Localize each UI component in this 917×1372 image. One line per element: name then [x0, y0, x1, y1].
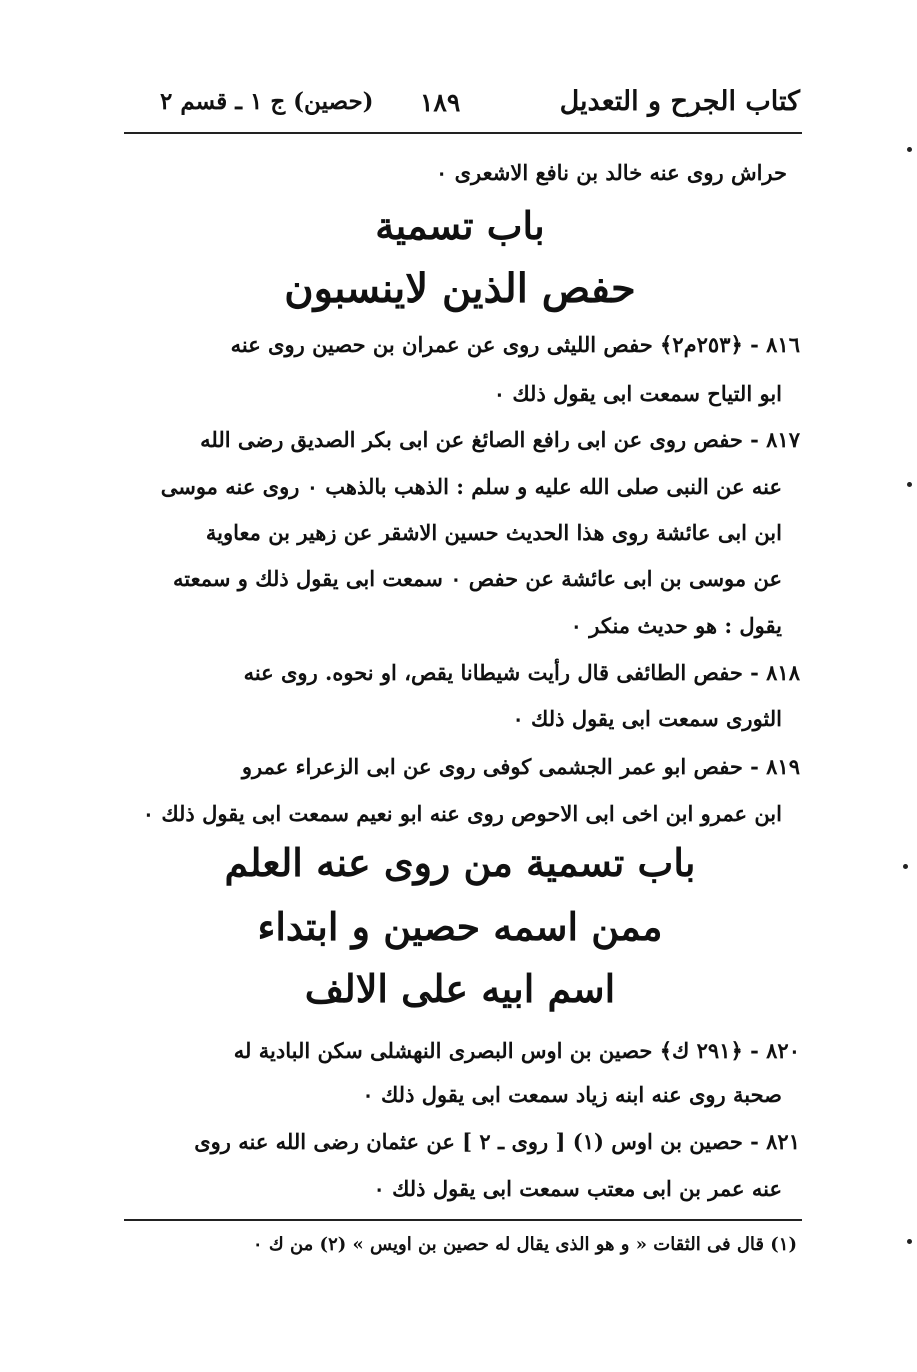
running-header	[120, 78, 800, 128]
entry-819-line-1: ٨١٩ - حفص ابو عمر الجشمى كوفى روى عن ابى الزعراء عمرو	[241, 754, 800, 779]
section-heading-1-line-2: حفص الذين لاينسبون	[284, 265, 636, 312]
section-heading-1-line-1: باب تسمية	[375, 203, 545, 248]
entry-819-line-2: ابن عمرو ابن اخى ابى الاحوص روى عنه ابو نعيم سمعت ابى يقول ذلك ٠	[142, 801, 782, 826]
entry-816-line-2: ابو التياح سمعت ابى يقول ذلك ٠	[493, 381, 782, 406]
scan-speck	[907, 1239, 912, 1244]
entry-817-line-1: ٨١٧ - حفص روى عن ابى رافع الصائغ عن ابى بكر الصديق رضى الله	[200, 427, 800, 452]
entry-817-line-5: يقول : هو حديث منكر ٠	[570, 613, 782, 638]
section-heading-2-line-1: باب تسمية من روى عنه العلم	[224, 840, 696, 885]
book-title: كتاب الجرح و التعديل	[559, 86, 800, 117]
entry-818-line-1: ٨١٨ - حفص الطائفى قال رأيت شيطانا يقص، او نحوه. روى عنه	[243, 660, 800, 685]
scan-speck	[907, 482, 912, 487]
entry-818-line-2: الثورى سمعت ابى يقول ذلك ٠	[512, 706, 782, 731]
continuation-line: حراش روى عنه خالد بن نافع الاشعرى ٠	[436, 160, 787, 185]
scan-speck	[907, 147, 912, 152]
scan-speck	[903, 864, 908, 869]
footnote-text: (١) قال فى الثقات « و هو الذى يقال له حصين بن اويس » (٢) من ك ٠	[252, 1234, 797, 1255]
footnote-divider	[124, 1219, 802, 1221]
volume-info: (حصين) ج ١ ـ قسم ٢	[160, 88, 374, 115]
entry-817-line-4: عن موسى بن ابى عائشة عن حفص ٠ سمعت ابى يقول ذلك و سمعته	[173, 566, 782, 591]
entry-817-line-2: عنه عن النبى صلى الله عليه و سلم : الذهب بالذهب ٠ روى عنه موسى	[160, 474, 782, 499]
section-heading-2-line-2: ممن اسمه حصين و ابتداء	[257, 904, 663, 949]
entry-816-line-1: ٨١٦ - ﴿٢٥٣م٢﴾ حفص الليثى روى عن عمران بن حصين روى عنه	[230, 332, 800, 357]
section-heading-2-line-3: اسم ابيه على الالف	[304, 966, 616, 1011]
entry-820-line-1: ٨٢٠ - ﴿٢٩١ ك﴾ حصين بن اوس البصرى النهشلى سكن البادية له	[233, 1038, 800, 1063]
page-number: ١٨٩	[420, 88, 461, 117]
entry-820-line-2: صحبة روى عنه ابنه زياد سمعت ابى يقول ذلك ٠	[362, 1082, 782, 1107]
header-divider	[124, 132, 802, 134]
entry-821-line-2: عنه عمر بن ابى معتب سمعت ابى يقول ذلك ٠	[373, 1176, 782, 1201]
entry-821-line-1: ٨٢١ - حصين بن اوس (١) [ روى ـ ٢ ] عن عثمان رضى الله عنه روى	[194, 1129, 800, 1154]
entry-817-line-3: ابن ابى عائشة روى هذا الحديث حسين الاشقر عن زهير بن معاوية	[205, 520, 782, 545]
